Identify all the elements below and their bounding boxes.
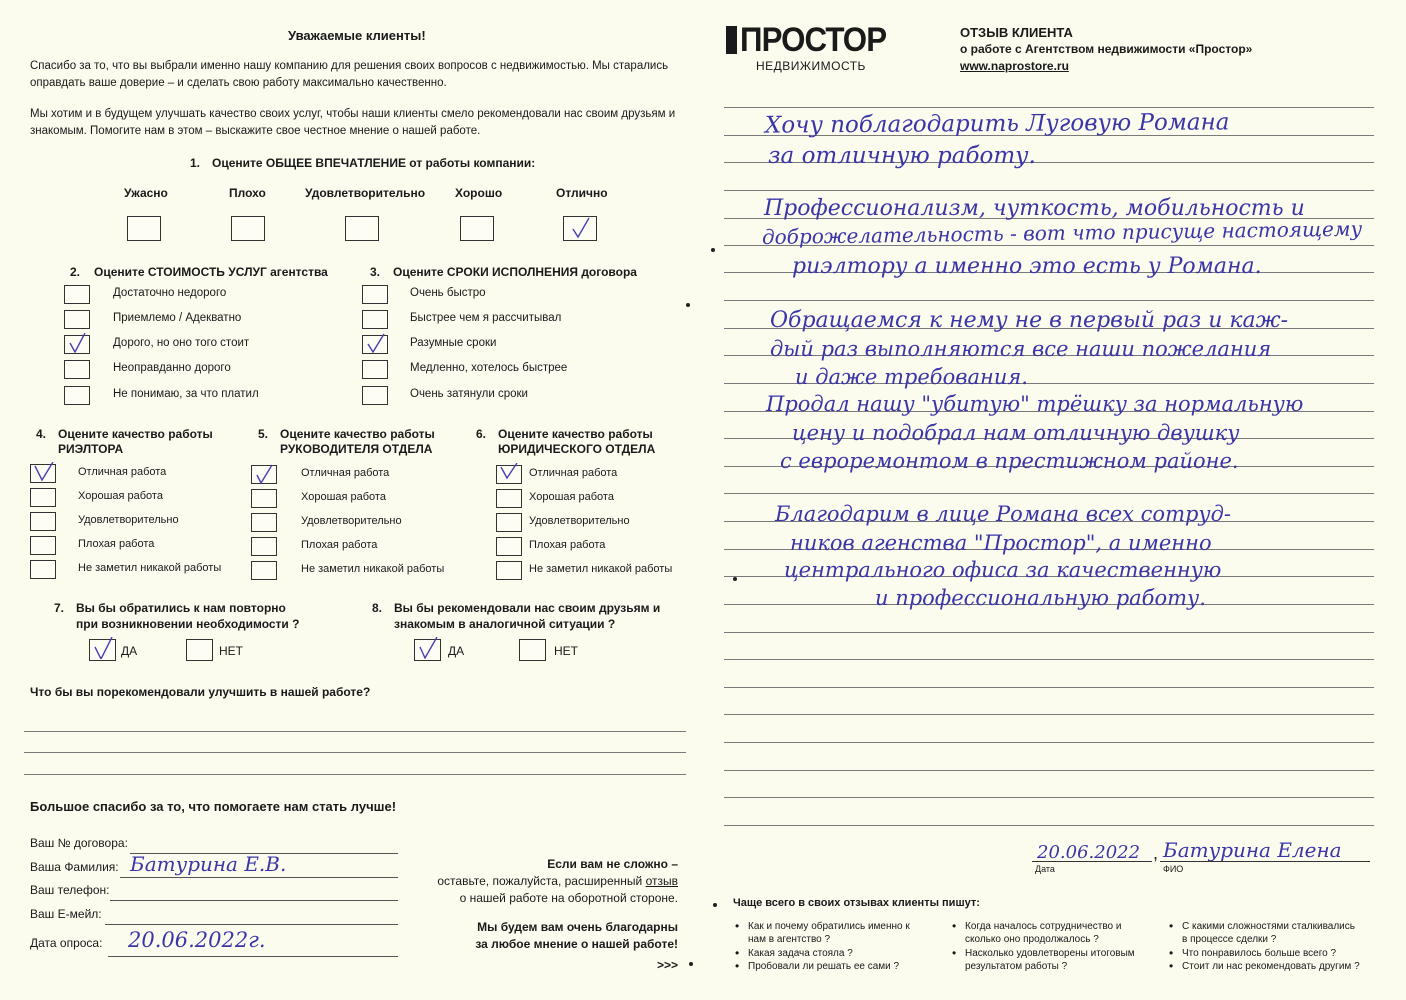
checkmark-icon xyxy=(500,463,520,485)
q1-number: 1. xyxy=(190,156,201,170)
q6-title-2: ЮРИДИЧЕСКОГО ОТДЕЛА xyxy=(498,442,656,456)
intro-line-4: знакомым. Помогите нам в этом – выскажите свое честное мнение о нашей работе. xyxy=(30,125,481,137)
review-line: доброжелательность - вот что присуще настоящему xyxy=(761,216,1363,249)
q6-checkbox-checked[interactable] xyxy=(496,465,522,484)
arrows-icon: >>> xyxy=(656,958,678,972)
q4-option-label: Удовлетворительно xyxy=(78,514,179,526)
q3-option-label: Быстрее чем я рассчитывал xyxy=(410,312,562,324)
q3-checkbox[interactable] xyxy=(362,310,388,329)
review-line: цену и подобрал нам отличную двушку xyxy=(792,421,1240,445)
review-line: за отличную работу. xyxy=(768,143,1036,169)
q5-option-label: Плохая работа xyxy=(301,539,378,551)
date-signature-line[interactable] xyxy=(1032,861,1152,862)
q4-option-label: Не заметил никакой работы xyxy=(78,562,222,574)
q2-checkbox[interactable] xyxy=(64,386,90,405)
often-item: • С какими сложностями сталкивались в процессе сделки ? xyxy=(1182,920,1362,946)
q8-no-label: НЕТ xyxy=(554,644,578,658)
review-line: центрального офиса за качественную xyxy=(784,558,1222,582)
q4-checkbox-checked[interactable] xyxy=(30,464,56,483)
date-field[interactable] xyxy=(108,956,398,957)
q1-checkbox[interactable] xyxy=(345,216,379,241)
q8-yes-checkbox-checked[interactable] xyxy=(414,639,441,661)
q6-option-label: Не заметил никакой работы xyxy=(529,563,673,575)
surname-field[interactable] xyxy=(120,877,398,878)
q5-checkbox[interactable] xyxy=(251,513,277,532)
surname-label: Ваша Фамилия: xyxy=(30,860,119,874)
q4-option-label: Плохая работа xyxy=(78,538,155,550)
q5-number: 5. xyxy=(258,427,269,441)
q2-title: Оцените СТОИМОСТЬ УСЛУГ агентства xyxy=(94,265,328,279)
q8-line-2: знакомым в аналогичной ситуации ? xyxy=(394,617,616,631)
q3-title: Оцените СРОКИ ИСПОЛНЕНИЯ договора xyxy=(393,265,637,279)
q1-option-label: Удовлетворительно xyxy=(305,186,426,200)
q6-number: 6. xyxy=(476,427,487,441)
q4-checkbox[interactable] xyxy=(30,488,56,507)
separator: , xyxy=(1153,843,1159,863)
review-line: и даже требования. xyxy=(795,365,1028,389)
review-line: дый раз выполняются все наши пожелания xyxy=(770,337,1272,361)
q5-option-label: Не заметил никакой работы xyxy=(301,563,445,575)
q6-option-label: Плохая работа xyxy=(529,539,606,551)
q3-checkbox-checked[interactable] xyxy=(362,335,388,354)
greeting: Уважаемые клиенты! xyxy=(288,28,426,43)
improve-question: Что бы вы порекомендовали улучшить в нашей работе? xyxy=(30,685,371,699)
date-value: 20.06.2022г. xyxy=(128,928,266,952)
ruled-line xyxy=(724,632,1374,633)
logo-text: ПРОСТОР xyxy=(740,21,887,59)
q2-checkbox[interactable] xyxy=(64,360,90,379)
logo-mark-icon xyxy=(726,26,737,54)
checkmark-icon xyxy=(255,463,275,485)
review-line: Обращаемся к нему не в первый раз и каж- xyxy=(770,308,1289,333)
q3-number: 3. xyxy=(370,265,381,279)
ruled-line xyxy=(724,825,1374,826)
date-caption: Дата xyxy=(1035,864,1055,874)
q2-option-label: Не понимаю, за что платил xyxy=(113,388,259,400)
review-line: ников агенства "Простор", а именно xyxy=(790,531,1212,555)
often-item: • Стоит ли нас рекомендовать другим ? xyxy=(1182,960,1362,973)
email-field[interactable] xyxy=(105,924,398,925)
side-note-line-5: за любое мнение о нашей работе! xyxy=(475,937,678,951)
often-item: • Что понравилось больше всего ? xyxy=(1182,947,1362,960)
checkmark-icon xyxy=(418,637,438,659)
ruled-line xyxy=(724,659,1374,660)
q6-option-label: Удовлетворительно xyxy=(529,515,630,527)
signature-date: 20.06.2022 xyxy=(1037,842,1141,863)
q3-option-label: Разумные сроки xyxy=(410,337,497,349)
q8-yes-label: ДА xyxy=(448,644,465,658)
email-label: Ваш Е-мейл: xyxy=(30,907,102,921)
q1-checkbox[interactable] xyxy=(127,216,161,241)
q3-checkbox[interactable] xyxy=(362,285,388,304)
q5-option-label: Хорошая работа xyxy=(301,491,386,503)
binder-hole-mark xyxy=(711,248,715,252)
q1-option-label: Хорошо xyxy=(455,186,503,200)
answer-line[interactable] xyxy=(24,731,686,732)
q3-option-label: Очень быстро xyxy=(410,287,486,299)
review-link[interactable]: отзыв xyxy=(645,874,678,888)
q2-number: 2. xyxy=(70,265,81,279)
phone-label: Ваш телефон: xyxy=(30,883,110,897)
q2-option-label: Неоправданно дорого xyxy=(113,362,231,374)
side-note-text: оставьте, пожалуйста, расширенный xyxy=(437,874,646,888)
q4-checkbox[interactable] xyxy=(30,536,56,555)
q3-checkbox[interactable] xyxy=(362,386,388,405)
q2-option-label: Достаточно недорого xyxy=(113,287,227,299)
q5-title-1: Оцените качество работы xyxy=(280,427,435,441)
q1-option-label: Плохо xyxy=(229,186,266,200)
often-item: • Насколько удовлетворены итоговым результатом работы ? xyxy=(965,947,1135,973)
review-line: риэлтору а именно это есть у Романа. xyxy=(792,254,1262,279)
logo-subtitle: НЕДВИЖИМОСТЬ xyxy=(756,59,866,73)
q1-checkbox[interactable] xyxy=(460,216,494,241)
q5-option-label: Удовлетворительно xyxy=(301,515,402,527)
q1-option-label: Отлично xyxy=(556,186,608,200)
q2-checkbox-checked[interactable] xyxy=(64,335,90,354)
ruled-line xyxy=(724,190,1374,191)
review-header-title: ОТЗЫВ КЛИЕНТА xyxy=(960,25,1073,40)
q2-option-label: Дорого, но оно того стоит xyxy=(113,337,250,349)
thanks-text: Большое спасибо за то, что помогаете нам стать лучше! xyxy=(30,799,397,814)
binder-hole-mark xyxy=(689,962,693,966)
q4-checkbox[interactable] xyxy=(30,512,56,531)
q5-checkbox[interactable] xyxy=(251,489,277,508)
q4-title-1: Оцените качество работы xyxy=(58,427,213,441)
checkmark-icon xyxy=(366,333,386,355)
intro-line-3: Мы хотим и в будущем улучшать качество своих услуг, чтобы наши клиенты смело рекомендовали нас своим друзьям и xyxy=(30,108,676,120)
q7-line-1: Вы бы обратились к нам повторно xyxy=(76,601,286,615)
review-line: с евроремонтом в престижном районе. xyxy=(780,449,1239,473)
often-title: Чаще всего в своих отзывах клиенты пишут: xyxy=(733,897,980,909)
checkmark-icon xyxy=(68,333,88,355)
checkmark-icon xyxy=(34,462,54,484)
q4-option-label: Хорошая работа xyxy=(78,490,163,502)
ruled-line xyxy=(724,742,1374,743)
q1-checkbox[interactable] xyxy=(231,216,265,241)
review-line: Профессионализм, чуткость, мобильность и xyxy=(764,196,1305,221)
often-item: • Пробовали ли решать ее сами ? xyxy=(748,960,928,973)
often-item: • Какая задача стояла ? xyxy=(748,947,928,960)
q7-no-checkbox[interactable] xyxy=(186,639,213,661)
surname-value: Батурина Е.В. xyxy=(130,852,287,876)
q3-checkbox[interactable] xyxy=(362,360,388,379)
q2-checkbox[interactable] xyxy=(64,310,90,329)
q6-checkbox[interactable] xyxy=(496,537,522,556)
q1-option-label: Ужасно xyxy=(124,186,168,200)
name-signature-line[interactable] xyxy=(1160,861,1370,862)
q6-checkbox[interactable] xyxy=(496,561,522,580)
q5-option-label: Отличная работа xyxy=(301,467,390,479)
q8-line-1: Вы бы рекомендовали нас своим друзьям и xyxy=(394,601,661,615)
binder-hole-mark xyxy=(713,903,717,907)
side-note-line-1: Если вам не сложно – xyxy=(547,857,678,871)
side-note-line-2 xyxy=(412,873,678,890)
name-caption: ФИО xyxy=(1163,864,1184,874)
review-line: Благодарим в лице Романа всех сотруд- xyxy=(775,502,1232,526)
q7-yes-label: ДА xyxy=(121,644,138,658)
checkmark-icon xyxy=(93,637,113,659)
q5-checkbox-checked[interactable] xyxy=(251,465,277,484)
q4-option-label: Отличная работа xyxy=(78,466,167,478)
review-header-subtitle: о работе с Агентством недвижимости «Простор» xyxy=(960,42,1253,56)
signature-name: Батурина Елена xyxy=(1163,838,1342,862)
q8-number: 8. xyxy=(372,601,383,615)
q6-title-1: Оцените качество работы xyxy=(498,427,653,441)
q2-option-label: Приемлемо / Адекватно xyxy=(113,312,242,324)
date-label: Дата опроса: xyxy=(30,936,103,950)
ruled-line xyxy=(724,107,1374,108)
review-line: и профессиональную работу. xyxy=(875,586,1206,610)
q8-no-checkbox[interactable] xyxy=(519,639,546,661)
answer-line[interactable] xyxy=(24,774,686,775)
q7-number: 7. xyxy=(54,601,65,615)
ruled-line xyxy=(724,770,1374,771)
q4-checkbox[interactable] xyxy=(30,560,56,579)
q4-title-2: РИЭЛТОРА xyxy=(58,442,124,456)
side-note-line-3: о нашей работе на оборотной стороне. xyxy=(459,891,678,905)
ruled-line xyxy=(724,300,1374,301)
q2-checkbox[interactable] xyxy=(64,285,90,304)
q6-checkbox[interactable] xyxy=(496,513,522,532)
ruled-line xyxy=(724,687,1374,688)
contract-label: Ваш № договора: xyxy=(30,836,128,850)
ruled-line xyxy=(724,797,1374,798)
side-note-line-4: Мы будем вам очень благодарны xyxy=(477,920,678,934)
ruled-line xyxy=(724,714,1374,715)
binder-hole-mark xyxy=(733,577,737,581)
q1-title: Оцените ОБЩЕЕ ВПЕЧАТЛЕНИЕ от работы компании: xyxy=(212,156,536,170)
answer-line[interactable] xyxy=(24,752,686,753)
q7-yes-checkbox-checked[interactable] xyxy=(89,639,116,661)
q5-checkbox[interactable] xyxy=(251,537,277,556)
q6-checkbox[interactable] xyxy=(496,489,522,508)
binder-hole-mark xyxy=(686,303,690,307)
q4-number: 4. xyxy=(36,427,47,441)
q7-line-2: при возникновении необходимости ? xyxy=(76,617,300,631)
q6-option-label: Отличная работа xyxy=(529,467,618,479)
often-item: • Когда началось сотрудничество и сколько оно продолжалось ? xyxy=(965,920,1145,946)
website-link[interactable]: www.naprostore.ru xyxy=(960,59,1069,73)
checkmark-icon xyxy=(570,217,592,239)
q7-no-label: НЕТ xyxy=(219,644,243,658)
q5-title-2: РУКОВОДИТЕЛЯ ОТДЕЛА xyxy=(280,442,433,456)
ruled-line xyxy=(724,493,1374,494)
q3-option-label: Очень затянули сроки xyxy=(410,388,528,400)
intro-line-1: Спасибо за то, что вы выбрали именно нашу компанию для решения своих вопросов с недвижимостью. Мы старались xyxy=(30,60,669,72)
side-note xyxy=(412,856,678,974)
phone-field[interactable] xyxy=(110,900,398,901)
q5-checkbox[interactable] xyxy=(251,561,277,580)
q1-checkbox-checked[interactable] xyxy=(563,216,597,241)
often-item: • Как и почему обратились именно к нам в агентство ? xyxy=(748,920,928,946)
q6-option-label: Хорошая работа xyxy=(529,491,614,503)
intro-line-2: оправдать ваше доверие – и сделать свою работу максимально качественно. xyxy=(30,77,447,89)
review-line: Хочу поблагодарить Луговую Романа xyxy=(764,109,1230,139)
q3-option-label: Медленно, хотелось быстрее xyxy=(410,362,568,374)
review-line: Продал нашу "убитую" трёшку за нормальную xyxy=(766,392,1304,416)
